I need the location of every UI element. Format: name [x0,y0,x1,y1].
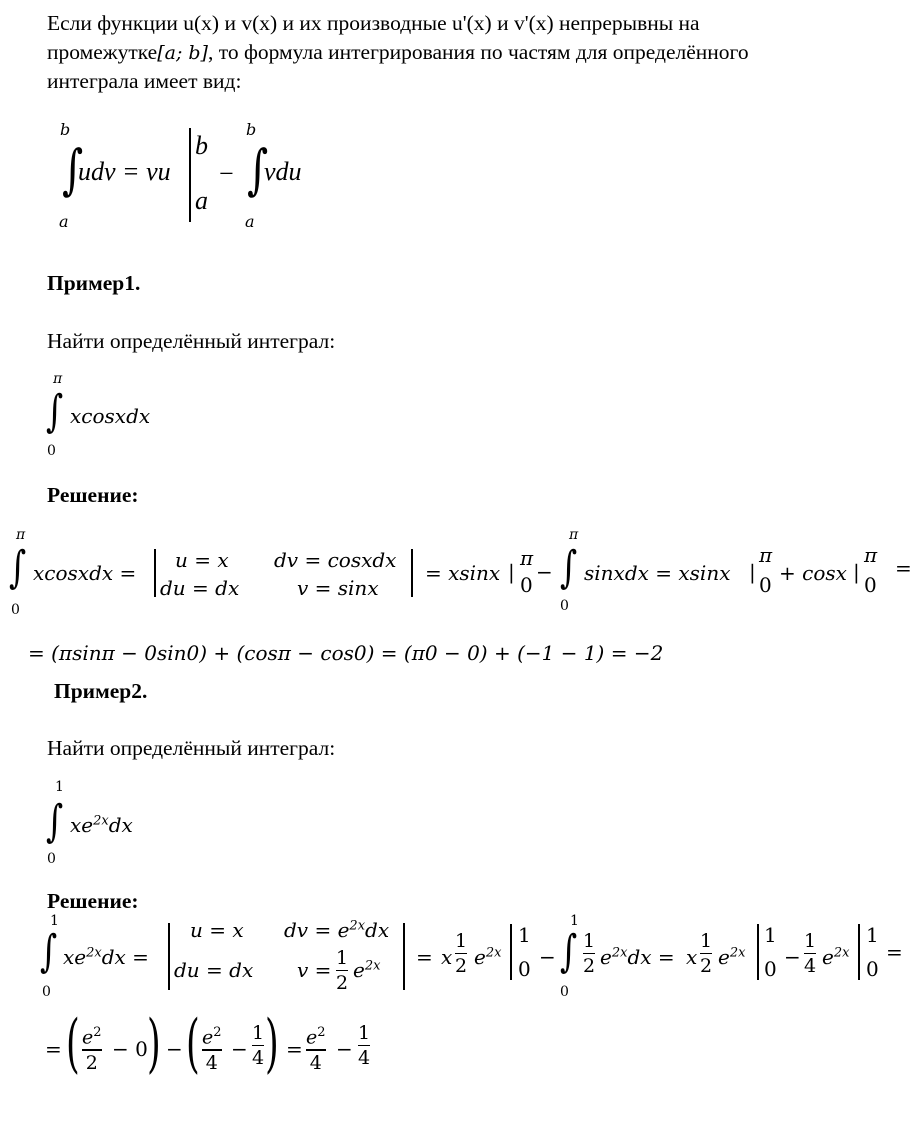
fraction-half-3 [700,929,712,978]
minus-mid: − [166,1037,183,1061]
sq: 2 [93,1025,102,1040]
det-bar-left [168,923,170,990]
fraction-half-1 [455,929,467,978]
den: 4 [309,1051,322,1074]
num: 1 [336,947,349,969]
minus: − [536,560,553,584]
intro-line-2-start: промежутке [47,40,158,64]
eq-end: = [886,940,903,964]
integrand-x: xe [70,813,94,837]
eval-lower-3: 0 [864,573,877,597]
formula-rhs: vdu [264,157,302,186]
intro-line-2 [47,38,749,67]
example1-title: Пример1. [47,271,141,295]
num: 1 [252,1022,265,1044]
v-exp-sup: 2x [364,958,381,974]
e-exp-4 [822,945,849,969]
formula-lower-limit: a [59,212,69,231]
minus-2: − [784,945,801,969]
int2-lower: 0 [560,598,569,614]
example1-solution-title: Решение: [47,483,139,507]
num: 1 [583,930,596,952]
x-2: x [686,945,698,969]
e: e [202,1026,214,1049]
den: 4 [205,1051,218,1074]
den: 2 [85,1051,98,1074]
den: 4 [804,955,817,978]
eq-start: = [45,1037,62,1061]
e: e [822,945,834,969]
formula-minus: − [219,159,234,188]
lower-limit: 0 [47,851,56,867]
e-exp-3 [718,945,745,969]
num: 1 [804,930,817,952]
upper-limit: 1 [55,779,64,795]
eval-lower-2: 0 [759,573,772,597]
den: 2 [700,955,713,978]
example1-task: Найти определённый интеграл: [47,329,336,353]
fraction-e2-over-4 [202,1021,222,1075]
x-1: x [441,945,453,969]
integrand-dx: dx [108,813,133,837]
det-bar-left [154,549,156,597]
eval-upper-1: π [520,546,534,570]
dv-dx: dx [365,918,390,942]
eval-upper-3: 1 [866,923,879,947]
sub-u: u = x [190,918,244,942]
sub-v: v = sinx [297,576,379,600]
eval-upper-2: 1 [764,923,777,947]
num: 1 [358,1022,371,1044]
integrand [70,813,133,837]
minus-zero: − 0 [112,1037,148,1061]
eval-upper-3: π [864,543,878,567]
e: e [306,1026,318,1049]
integrand: xcosxdx [70,404,151,428]
int2-upper: 1 [570,913,579,929]
lower-limit: 0 [42,984,51,1000]
e: e [82,1026,94,1049]
upper-limit: π [16,527,26,543]
sub-dv [284,918,389,942]
den: 2 [455,955,468,978]
sub-du: du = dx [174,958,254,982]
exp: 2x [611,945,628,961]
lhs-x: xe [63,945,87,969]
integral-sign: ∫ [40,926,58,977]
den: 4 [252,1047,265,1070]
eq-xsinx: = xsinx [425,561,501,585]
v-e: e [353,958,365,982]
eval-upper-1: 1 [518,923,531,947]
eval-bar-2: | [749,560,756,584]
minus-in: − [231,1037,248,1061]
eval-lower-1: 0 [518,957,531,981]
eval-bar-2 [757,924,759,980]
e: e [718,945,730,969]
v-exp [353,958,380,982]
eval-bar-3 [858,924,860,980]
integrand-exp: 2x [93,813,109,829]
eval-lower-2: 0 [764,957,777,981]
fraction-1-over-4 [252,1021,264,1070]
num [306,1021,326,1049]
fraction-e2-over-4-result [306,1021,326,1075]
den: 4 [358,1047,371,1070]
fraction-e2-over-2 [82,1021,102,1075]
num [202,1021,222,1049]
sq: 2 [317,1025,326,1040]
evaluation-bar [189,128,191,222]
e-exp-1 [474,945,501,969]
formula-lower-limit-2: a [245,212,255,231]
eq-end: = [895,556,912,580]
dv-exp: 2x [349,918,366,934]
det-bar-right [411,549,413,597]
fraction-half [336,946,348,995]
paren-close-1: ) [147,1007,161,1081]
exp: 2x [485,945,502,961]
fraction-half-2 [583,929,595,978]
eval-upper-2: π [759,543,773,567]
integral-sign: ∫ [46,386,64,437]
det-bar-right [403,923,405,990]
sub-du: du = dx [160,576,240,600]
upper-limit: π [53,371,63,387]
dv-text: dv = e [284,918,350,942]
eq-mid: = [286,1037,303,1061]
num: 1 [700,930,713,952]
den: 2 [583,955,596,978]
num [82,1021,102,1049]
e: e [474,945,486,969]
e: e [600,945,612,969]
e-exp-2 [600,945,675,969]
fraction-1-over-4-result [358,1021,370,1070]
formula-lhs: udv = vu [78,157,171,186]
eval-bar-1: | [508,560,515,584]
integral-sign: ∫ [247,138,269,201]
intro-line-2-end: , то формула интегрирования по частям для определённого [207,40,749,64]
eq-1: = [416,945,433,969]
fraction-quarter [804,929,816,978]
paren-open-2: ( [186,1007,200,1081]
minus-result: − [336,1037,353,1061]
eval-bar-3: | [853,560,860,584]
den: 2 [336,972,349,995]
example2-solution-title: Решение: [47,889,139,913]
int2-lower: 0 [560,984,569,1000]
lhs-exp: 2x [86,945,102,961]
dx-eq: dx = [627,945,675,969]
integral-sign: ∫ [560,542,578,593]
lhs: xcosxdx = [33,561,137,585]
example2-title: Пример2. [54,679,148,703]
minus-1: − [539,945,556,969]
integral-sign: ∫ [46,796,64,847]
mid: sinxdx = xsinx [584,561,731,585]
lhs-dx: dx = [101,945,149,969]
exp: 2x [729,945,746,961]
intro-line-1: Если функции u(x) и v(x) и их производные u'(x) и v'(x) непрерывны на [47,11,700,35]
interval: [a; b] [157,42,208,64]
eval-bar-1 [510,924,512,980]
integral-sign: ∫ [9,542,27,593]
sq: 2 [213,1025,222,1040]
paren-open-1: ( [66,1007,80,1081]
lhs [63,945,149,969]
lower-limit: 0 [11,602,20,618]
formula-upper-limit: b [60,120,71,139]
sub-dv: dv = cosxdx [274,548,397,572]
example1-solution-line-2: = (πsinπ − 0sin0) + (cosπ − cos0) = (π0 − 0) + (−1 − 1) = −2 [28,641,664,665]
intro-line-3: интеграла имеет вид: [47,69,242,93]
sub-u: u = x [175,548,229,572]
eval-lower-1: 0 [520,573,533,597]
eval-bottom: a [195,186,208,215]
int2-upper: π [569,527,579,543]
sub-v: v = [297,958,332,982]
eval-top: b [195,131,208,160]
integral-sign: ∫ [62,138,84,201]
integral-sign: ∫ [560,926,578,977]
num: 1 [455,930,468,952]
plus-cosx: + cosx [779,561,847,585]
paren-close-2: ) [265,1007,279,1081]
lower-limit: 0 [47,443,56,459]
example2-task: Найти определённый интеграл: [47,736,336,760]
exp: 2x [833,945,850,961]
upper-limit: 1 [50,913,59,929]
formula-upper-limit-2: b [246,120,257,139]
eval-lower-3: 0 [866,957,879,981]
